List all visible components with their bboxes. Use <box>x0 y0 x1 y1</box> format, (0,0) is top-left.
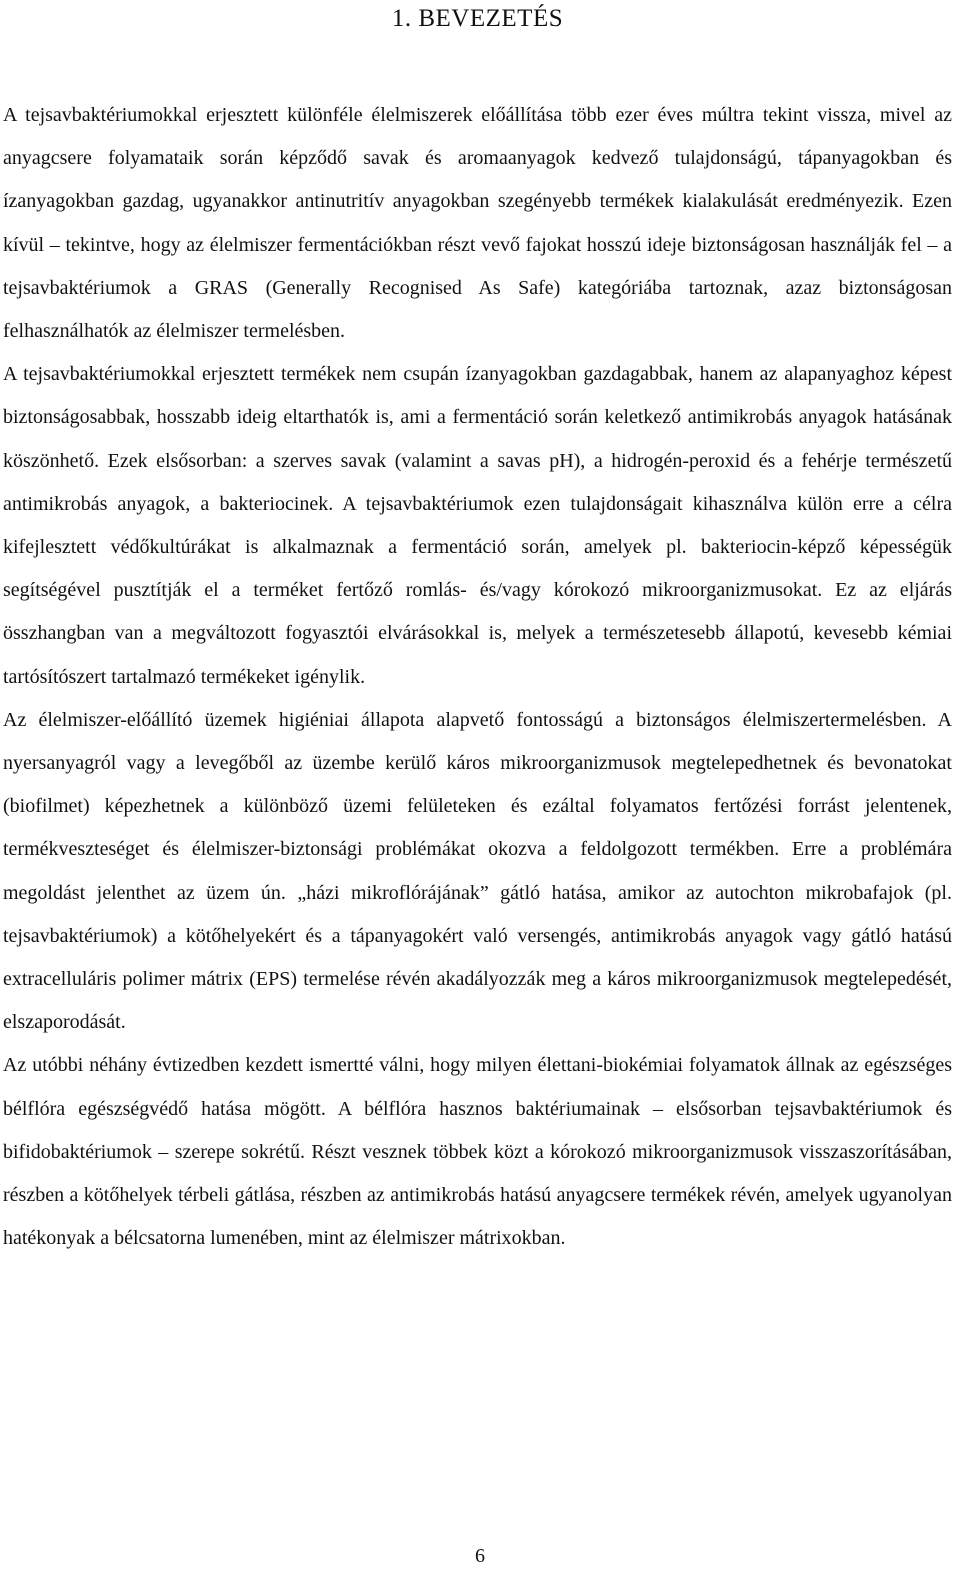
section-title: 1. BEVEZETÉS <box>391 5 564 32</box>
paragraph-3: Az élelmiszer-előállító üzemek higiéniai állapota alapvető fontosságú a biztonságos élelmiszertermelésben. A nyersanyagról vagy a levegőből az üzembe kerülő káros mikroorganizmusok megtelepedhetnek és bevonatokat (biofilmet) képezhetnek a különböző üzemi felületeken és ezáltal folyamatos fertőzési forrást jelentenek, termékveszteséget és élelmiszer-biztonsági problémákat okozva a feldolgozott termékben. Erre a problémára megoldást jelenthet az üzem ún. „házi mikroflórájának” gátló hatása, amikor az autochton mikrobafajok (pl. tejsavbaktériumok) a kötőhelyekért és a tápanyagokért való versengés, antimikrobás anyagok vagy gátló hatású extracelluláris polimer mátrix (EPS) termelése révén akadályozzák meg a káros mikroorganizmusok megtelepedését, elszaporodását. <box>3 708 952 1034</box>
paragraph-2: A tejsavbaktériumokkal erjesztett termékek nem csupán ízanyagokban gazdagabbak, hanem az alapanyaghoz képest biztonságosabbak, hosszabb ideig eltarthatók is, ami a fermentáció során keletkező antimikrobás anyagok hatásának köszönhető. Ezek elsősorban: a szerves savak (valamint a savas pH), a hidrogén-peroxid és a fehérje természetű antimikrobás anyagok, a bakteriocinek. A tejsavbaktériumok ezen tulajdonságait kihasználva külön erre a célra kifejlesztett védőkultúrákat is alkalmaznak a fermentáció során, amelyek pl. bakteriocin-képző képességük segítségével pusztítják el a terméket fertőző romlás- és/vagy kórokozó mikroorganizmusokat. Ez az eljárás összhangban van a megváltozott fogyasztói elvárásokkal is, melyek a természetesebb állapotú, kevesebb kémiai tartósítószert tartalmazó termékeket igénylik. <box>3 363 952 688</box>
document-body <box>3 94 952 1260</box>
paragraph-4: Az utóbbi néhány évtizedben kezdett ismertté válni, hogy milyen élettani-biokémiai folyamatok állnak az egészséges bélflóra egészségvédő hatása mögött. A bélflóra hasznos baktériumainak – elsősorban tejsavbaktériumok és bifidobaktériumok – szerepe sokrétű. Részt vesznek többek közt a kórokozó mikroorganizmusok visszaszorításában, részben a kötőhelyek térbeli gátlása, részben az antimikrobás hatású anyagcsere termékek révén, amelyek ugyanolyan hatékonyak a bélcsatorna lumenében, mint az élelmiszer mátrixokban. <box>3 1054 952 1250</box>
paragraph-1: A tejsavbaktériumokkal erjesztett különféle élelmiszerek előállítása több ezer éves múltra tekint vissza, mivel az anyagcsere folyamataik során képződő savak és aromaanyagok kedvező tulajdonságú, tápanyagokban és ízanyagokban gazdag, ugyanakkor antinutritív anyagokban szegényebb termékek kialakulását eredményezik. Ezen kívül – tekintve, hogy az élelmiszer fermentációkban részt vevő fajokat hosszú ideje biztonságosan használják fel – a tejsavbaktériumok a GRAS (Generally Recognised As Safe) kategóriába tartoznak, azaz biztonságosan felhasználhatók az élelmiszer termelésben. <box>3 104 952 343</box>
page-number: 6 <box>475 1545 485 1567</box>
